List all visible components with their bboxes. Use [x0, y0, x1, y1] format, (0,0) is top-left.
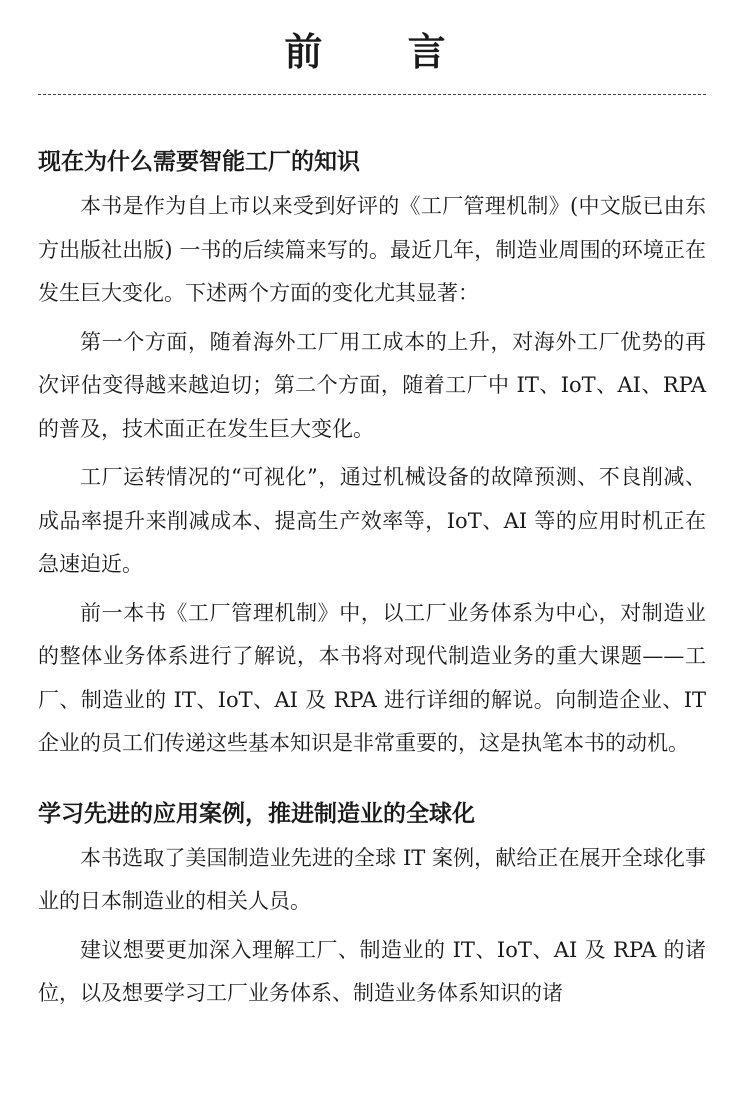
section-gap	[38, 771, 706, 791]
paragraph: 本书选取了美国制造业先进的全球 IT 案例，献给正在展开全球化事业的日本制造业的相关人员。	[38, 845, 706, 913]
paragraph: 工厂运转情况的“可视化”，通过机械设备的故障预测、不良削减、成品率提升来削减成本、提高生产效率等，IoT、AI 等的应用时机正在急速迫近。	[38, 465, 706, 576]
section-heading: 现在为什么需要智能工厂的知识	[38, 149, 360, 175]
paragraph: 第一个方面，随着海外工厂用工成本的上升，对海外工厂优势的再次评估变得越来越迫切；第二个方面，随着工厂中 IT、IoT、AI、RPA 的普及，技术面正在发生巨大变化。	[38, 329, 706, 441]
section-why-smart-factory	[38, 139, 706, 766]
paragraph: 本书是作为自上市以来受到好评的《工厂管理机制》(中文版已由东方出版社出版) 一书的后续篇来写的。最近几年，制造业周围的环境正在发生巨大变化。下述两个方面的变化尤其显著：	[38, 194, 706, 305]
paragraph: 前一本书《工厂管理机制》中，以工厂业务体系为中心，对制造业的整体业务体系进行了解说，本书将对现代制造业务的重大课题——工厂、制造业的 IT、IoT、AI 及 RPA 进行详细的解说。向制造企业、IT 企业的员工们传递这些基本知识是非常重要的，这是执笔本书的动机。	[38, 600, 706, 755]
section-heading: 学习先进的应用案例，推进制造业的全球化	[38, 800, 475, 827]
page-title: 前 言	[284, 30, 482, 74]
title-divider	[38, 94, 706, 95]
page-content	[38, 139, 706, 1021]
section-globalization	[38, 791, 706, 1016]
paragraph: 建议想要更加深入理解工厂、制造业的 IT、IoT、AI 及 RPA 的诸位，以及想要学习工厂业务体系、制造业务体系知识的诸	[38, 937, 706, 1005]
